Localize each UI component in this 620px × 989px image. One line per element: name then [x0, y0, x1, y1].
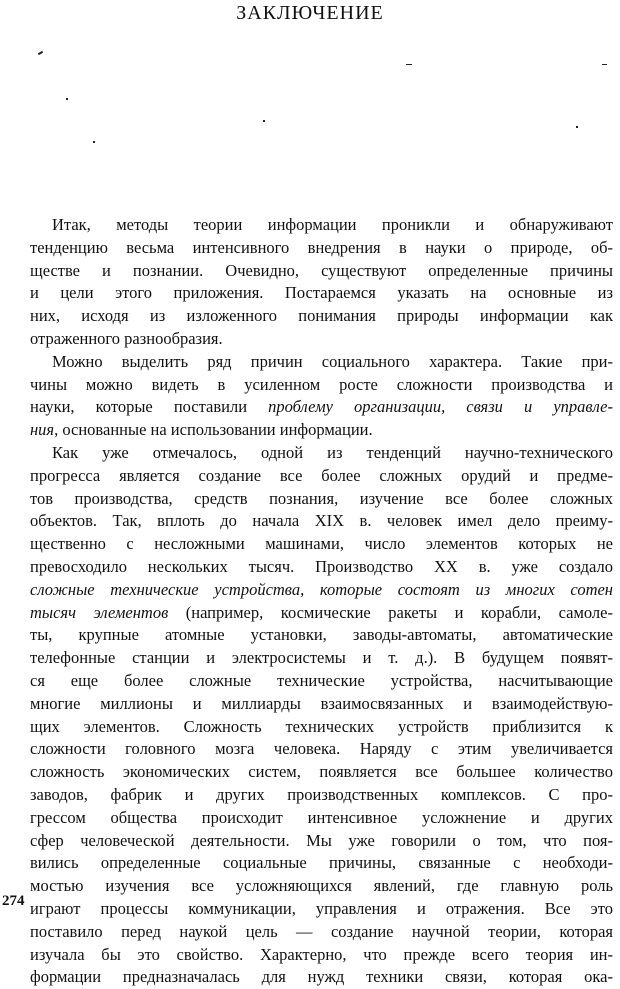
text-segment: многие миллионы и миллиарды взаимосвязанных и взаимодействую-	[30, 693, 613, 713]
print-speck	[66, 98, 68, 100]
text-segment: сложность экономических систем, появляется все большее количество	[30, 762, 613, 782]
text-segment: науки, которые поставили	[30, 397, 269, 417]
text-line	[30, 670, 613, 693]
text-line	[30, 282, 613, 305]
text-segment: мостью изучения все усложняющихся явлений, где главную роль	[30, 876, 613, 896]
text-line	[30, 602, 613, 625]
text-segment: чины можно видеть в усиленном росте сложности производства и	[30, 374, 613, 394]
text-segment: ществе и познании. Очевидно, существуют определенные причины	[30, 260, 613, 280]
text-segment: щих элементов. Сложность технических устройств приблизится к	[30, 716, 613, 736]
text-line	[30, 716, 613, 739]
text-segment: тенденцию весьма интенсивного внедрения в науки о природе, об-	[30, 237, 613, 257]
text-line	[30, 807, 613, 830]
text-segment: сфер человеческой деятельности. Мы уже говорили о том, что поя-	[30, 830, 613, 850]
text-segment: ся еще более сложные технические устройства, насчитывающие	[30, 670, 613, 690]
text-line	[30, 351, 613, 374]
text-line	[30, 647, 613, 670]
text-line	[30, 738, 613, 761]
text-segment: отраженного разнообразия.	[30, 328, 223, 348]
text-line	[30, 214, 613, 237]
text-line	[30, 624, 613, 647]
italic-text: ния	[30, 420, 55, 440]
text-segment: заводов, фабрик и других производственных комплексов. С про-	[30, 784, 613, 804]
text-segment: Итак, методы теории информации проникли и обнаруживают	[52, 215, 613, 234]
italic-text: сложные технические устройства, которые состоят из многих сотен	[30, 579, 613, 599]
text-line	[30, 875, 613, 898]
text-segment: формации предназначалась для нужд техники связи, которая ока-	[30, 967, 613, 987]
text-segment: телефонные станции и электросистемы и т. д.). В будущем появят-	[30, 648, 613, 668]
text-segment: щественно с несложными машинами, число элементов которых не	[30, 534, 613, 554]
text-line	[30, 693, 613, 716]
text-segment: (например, космические ракеты и корабли, самоле-	[168, 602, 613, 622]
text-segment: вились определенные социальные причины, связанные с необходи-	[30, 853, 613, 873]
print-speck	[93, 141, 95, 143]
text-line	[30, 898, 613, 921]
text-line	[30, 419, 613, 442]
italic-text: тысяч элементов	[30, 602, 169, 622]
print-speck	[602, 64, 607, 65]
text-segment: грессом общества происходит интенсивное усложнение и других	[30, 807, 613, 827]
text-line	[30, 784, 613, 807]
print-speck	[38, 51, 43, 55]
text-segment: играют процессы коммуникации, управления и отражения. Все это	[30, 898, 613, 918]
text-line	[30, 556, 613, 579]
text-segment: объектов. Так, вплоть до начала XIX в. человек имел дело преиму-	[30, 511, 613, 531]
print-speck	[263, 120, 265, 122]
text-line	[30, 442, 613, 465]
italic-text: проблему организации, связи и управле-	[268, 397, 613, 417]
text-line	[30, 944, 613, 967]
text-line	[30, 396, 613, 419]
text-segment: Можно выделить ряд причин социального характера. Такие при-	[52, 351, 613, 371]
text-segment: тов производства, средств познания, изучение все более сложных	[30, 488, 613, 508]
body-text	[30, 214, 613, 989]
text-line	[30, 761, 613, 784]
text-line	[30, 852, 613, 875]
text-segment: сложности головного мозга человека. Наряду с этим увеличивается	[30, 739, 613, 759]
text-line	[30, 533, 613, 556]
text-segment: и цели этого приложения. Постараемся указать на основные из	[30, 283, 613, 303]
text-segment: прогресса является создание все более сложных орудий и предме-	[30, 465, 613, 485]
text-line	[30, 305, 613, 328]
text-segment: изучала бы это свойство. Характерно, что прежде всего теория ин-	[30, 944, 613, 964]
print-speck	[576, 126, 578, 128]
text-line	[30, 465, 613, 488]
text-line	[30, 966, 613, 989]
text-line	[30, 328, 613, 351]
text-line	[30, 260, 613, 283]
text-segment: ты, крупные атомные установки, заводы-автоматы, автоматические	[30, 625, 613, 645]
text-line	[30, 579, 613, 602]
text-line	[30, 830, 613, 853]
text-line	[30, 488, 613, 511]
text-segment: поставило перед наукой цель — создание научной теории, которая	[30, 921, 613, 941]
text-line	[30, 921, 613, 944]
text-segment: них, исходя из изложенного понимания природы информации как	[30, 306, 613, 326]
page-number: 274	[2, 893, 25, 909]
text-segment: превосходило нескольких тысяч. Производство XX в. уже создало	[30, 556, 613, 576]
print-speck	[406, 64, 412, 65]
page-title: ЗАКЛЮЧЕНИЕ	[236, 2, 384, 24]
text-segment: , основанные на использовании информации.	[54, 420, 373, 440]
text-segment: Как уже отмечалось, одной из тенденций научно-технического	[52, 442, 613, 462]
text-line	[30, 510, 613, 533]
text-line	[30, 237, 613, 260]
text-line	[30, 374, 613, 397]
